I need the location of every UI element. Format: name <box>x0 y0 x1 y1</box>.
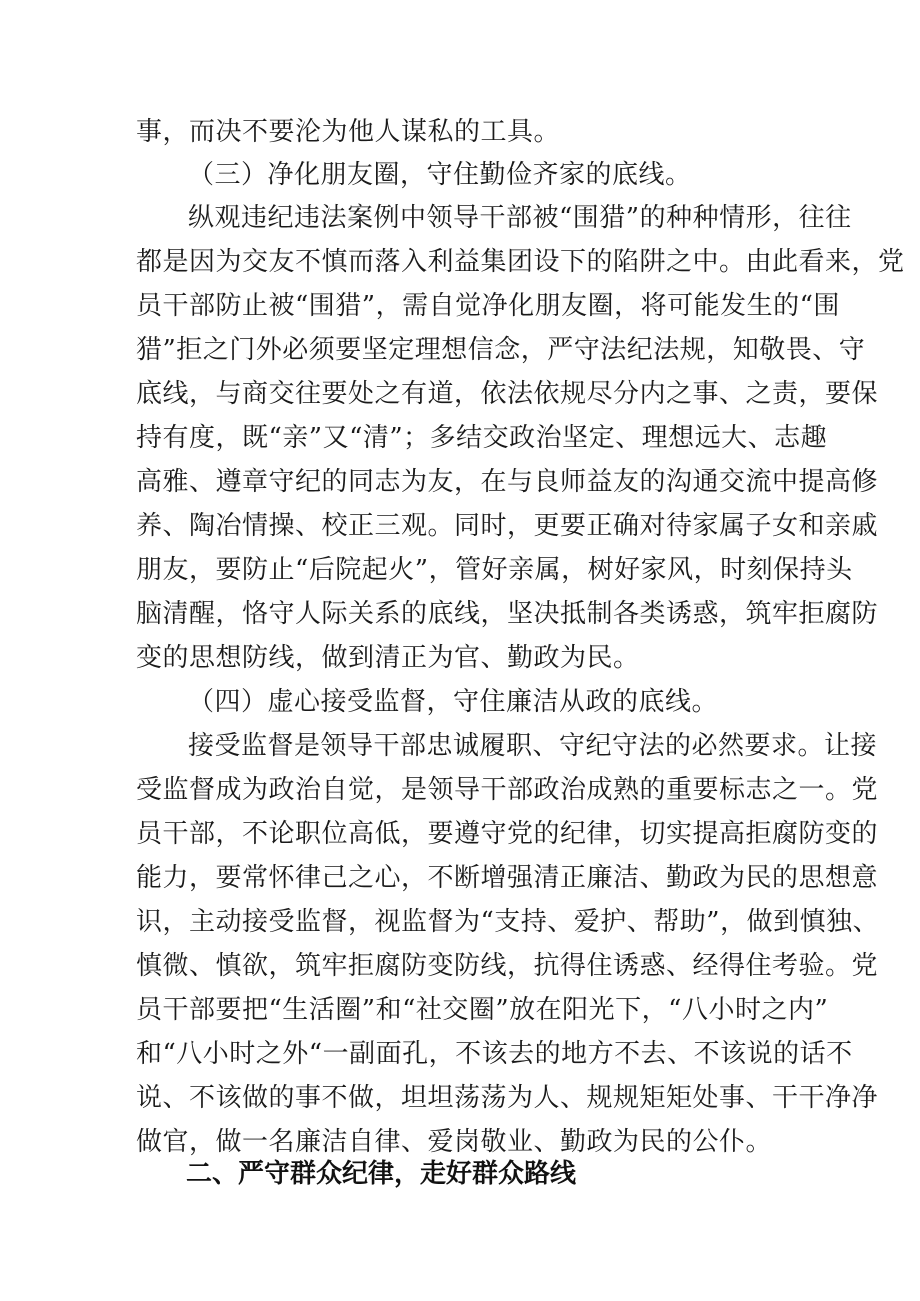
paragraph-line: 持有度，既“亲”又“清”；多结交政治坚定、理想远大、志趣 <box>136 423 828 453</box>
paragraph-line: 说、不该做的事不做，坦坦荡荡为人、规规矩矩处事、干干净净 <box>136 1083 879 1113</box>
paragraph-line: 高雅、遵章守纪的同志为友，在与良师益友的沟通交流中提高修 <box>136 467 879 497</box>
paragraph-line: 都是因为交友不慎而落入利益集团设下的陷阱之中。由此看来，党 <box>136 247 905 277</box>
paragraph-line: 受监督成为政治自觉，是领导干部政治成熟的重要标志之一。党 <box>136 775 879 805</box>
paragraph-line: 接受监督是领导干部忠诚履职、守纪守法的必然要求。让接 <box>188 731 878 761</box>
paragraph-line: 猎”拒之门外必须要坚定理想信念，严守法纪法规，知敬畏、守 <box>136 335 866 365</box>
paragraph-line: 脑清醒，恪守人际关系的底线，坚决抵制各类诱惑，筑牢拒腐防 <box>136 599 879 629</box>
paragraph-line: 朋友，要防止“后院起火”，管好亲属，树好家风，时刻保持头 <box>136 555 853 585</box>
paragraph-line: 纵观违纪违法案例中领导干部被“围猎”的种种情形，往往 <box>188 203 852 233</box>
section-heading: 二、严守群众纪律，走好群众路线 <box>186 1159 577 1189</box>
paragraph-line: 事，而决不要沦为他人谋私的工具。 <box>136 117 561 147</box>
paragraph-line: 识，主动接受监督，视监督为“支持、爱护、帮助”，做到慎独、 <box>136 907 880 937</box>
subheading-four: （四）虚心接受监督，守住廉洁从政的底线。 <box>188 687 719 717</box>
paragraph-line: 员干部，不论职位高低，要遵守党的纪律，切实提高拒腐防变的 <box>136 819 879 849</box>
paragraph-line: 底线，与商交往要处之有道，依法依规尽分内之事、之责，要保 <box>136 379 879 409</box>
paragraph-line: 变的思想防线，做到清正为官、勤政为民。 <box>136 643 640 673</box>
paragraph-line: 做官，做一名廉洁自律、爱岗敬业、勤政为民的公仆。 <box>136 1127 773 1157</box>
paragraph-line: 慎微、慎欲，筑牢拒腐防变防线，抗得住诱惑、经得住考验。党 <box>136 951 879 981</box>
paragraph-line: 能力，要常怀律己之心，不断增强清正廉洁、勤政为民的思想意 <box>136 863 879 893</box>
paragraph-line: 养、陶冶情操、校正三观。同时，更要正确对待家属子女和亲戚 <box>136 511 879 541</box>
subheading-three: （三）净化朋友圈，守住勤俭齐家的底线。 <box>188 160 692 190</box>
paragraph-line: 员干部要把“生活圈”和“社交圈”放在阳光下，“八小时之内” <box>136 995 829 1025</box>
paragraph-line: 员干部防止被“围猎”，需自觉净化朋友圈，将可能发生的“围 <box>136 291 840 321</box>
paragraph-line: 和“八小时之外“一副面孔，不该去的地方不去、不该说的话不 <box>136 1039 853 1069</box>
